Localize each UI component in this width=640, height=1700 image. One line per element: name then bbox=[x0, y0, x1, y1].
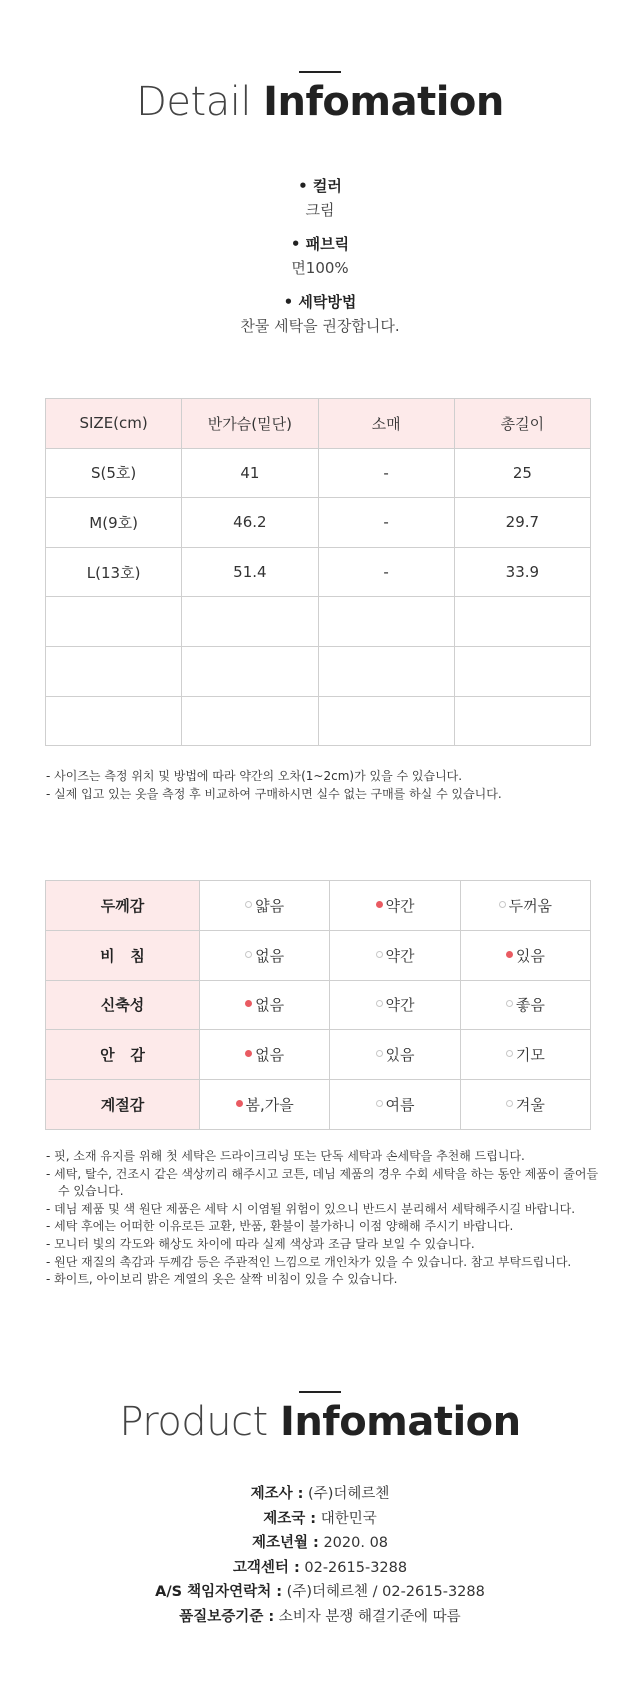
fabric-feel-option-label: 없음 bbox=[255, 996, 285, 1015]
size-cell: M(9호) bbox=[46, 498, 182, 548]
size-table-row bbox=[46, 547, 591, 597]
size-cell bbox=[454, 696, 590, 746]
selected-dot-icon bbox=[245, 1000, 252, 1007]
size-cell bbox=[318, 646, 454, 696]
size-note: - 실제 입고 있는 옷을 측정 후 비교하여 구매하시면 실수 없는 구매를 하실 수 있습니다. bbox=[46, 786, 502, 801]
fabric-feel-row bbox=[46, 980, 591, 1030]
care-note: - 원단 재질의 촉감과 두께감 등은 주관적인 느낌으로 개인차가 있을 수 있습니다. 참고 부탁드립니다. bbox=[46, 1254, 572, 1269]
size-cell bbox=[454, 597, 590, 647]
attribute-label: • 컬러 bbox=[298, 177, 342, 195]
size-table-header-row bbox=[46, 399, 591, 449]
fabric-feel-option bbox=[330, 980, 460, 1030]
product-info-label: A/S 책임자연락처 : bbox=[155, 1584, 283, 1601]
fabric-feel-label: 안 감 bbox=[46, 1030, 200, 1080]
unselected-dot-icon bbox=[506, 1050, 513, 1057]
fabric-feel-option bbox=[200, 1030, 330, 1080]
size-cell: - bbox=[318, 498, 454, 548]
selected-dot-icon bbox=[376, 901, 383, 908]
detail-title bbox=[0, 79, 640, 125]
size-notes bbox=[46, 768, 606, 803]
care-notes bbox=[46, 1148, 606, 1289]
fabric-feel-option-label: 없음 bbox=[255, 946, 285, 965]
size-cell bbox=[46, 646, 182, 696]
fabric-feel-option bbox=[330, 930, 460, 980]
product-info-value: 소비자 분쟁 해결기준에 따름 bbox=[274, 1608, 461, 1625]
fabric-feel-option bbox=[330, 1080, 460, 1130]
fabric-feel-option bbox=[200, 980, 330, 1030]
fabric-feel-option-label: 없음 bbox=[255, 1046, 285, 1065]
fabric-feel-option-label: 약간 bbox=[385, 896, 415, 915]
unselected-dot-icon bbox=[376, 1100, 383, 1107]
unselected-dot-icon bbox=[506, 1100, 513, 1107]
product-info-value: (주)더헤르첸 / 02-2615-3288 bbox=[282, 1584, 485, 1601]
unselected-dot-icon bbox=[506, 1000, 513, 1007]
fabric-feel-option-label: 두꺼움 bbox=[508, 896, 553, 915]
selected-dot-icon bbox=[506, 951, 513, 958]
fabric-feel-option-label: 약간 bbox=[385, 946, 415, 965]
size-header-cell: SIZE(cm) bbox=[46, 399, 182, 449]
size-cell bbox=[182, 597, 318, 647]
product-info-label: 제조년월 : bbox=[251, 1535, 319, 1552]
product-info-row bbox=[0, 1482, 640, 1507]
unselected-dot-icon bbox=[245, 951, 252, 958]
product-info-value: 대한민국 bbox=[316, 1510, 377, 1527]
attribute-label: • 세탁방법 bbox=[283, 293, 357, 311]
size-header-cell: 반가슴(밑단) bbox=[182, 399, 318, 449]
fabric-feel-option bbox=[460, 980, 590, 1030]
size-cell bbox=[454, 646, 590, 696]
size-table-row bbox=[46, 646, 591, 696]
fabric-feel-option bbox=[460, 1080, 590, 1130]
fabric-feel-option-label: 약간 bbox=[385, 996, 415, 1015]
size-cell: - bbox=[318, 448, 454, 498]
care-note: - 세탁 후에는 어떠한 이유로든 교환, 반품, 환불이 불가하니 이점 양해해 주시기 바랍니다. bbox=[46, 1219, 514, 1234]
size-cell: - bbox=[318, 547, 454, 597]
product-info-label: 품질보증기준 : bbox=[179, 1608, 275, 1625]
size-cell: 46.2 bbox=[182, 498, 318, 548]
product-info-label: 고객센터 : bbox=[232, 1559, 300, 1576]
product-info-row bbox=[0, 1507, 640, 1532]
size-cell: L(13호) bbox=[46, 547, 182, 597]
fabric-feel-label: 비 침 bbox=[46, 930, 200, 980]
product-info-value: 2020. 08 bbox=[318, 1535, 389, 1552]
size-cell: 51.4 bbox=[182, 547, 318, 597]
fabric-feel-label: 계절감 bbox=[46, 1080, 200, 1130]
fabric-feel-option bbox=[460, 1030, 590, 1080]
size-note: - 사이즈는 측정 위치 및 방법에 따라 약간의 오차(1~2cm)가 있을 수 있습니다. bbox=[46, 769, 463, 783]
attribute-washing bbox=[0, 291, 640, 336]
selected-dot-icon bbox=[236, 1100, 243, 1107]
product-title-light: Product bbox=[119, 1399, 268, 1445]
fabric-feel-option bbox=[330, 1030, 460, 1080]
fabric-feel-option bbox=[200, 881, 330, 931]
unselected-dot-icon bbox=[245, 901, 252, 908]
product-info-row bbox=[0, 1605, 640, 1630]
size-cell: 29.7 bbox=[454, 498, 590, 548]
product-title bbox=[0, 1399, 640, 1445]
selected-dot-icon bbox=[245, 1050, 252, 1057]
attribute-value: 면100% bbox=[291, 259, 349, 277]
size-cell bbox=[182, 646, 318, 696]
size-cell bbox=[318, 696, 454, 746]
size-cell: S(5호) bbox=[46, 448, 182, 498]
fabric-feel-option bbox=[460, 930, 590, 980]
size-table-row bbox=[46, 498, 591, 548]
size-table bbox=[45, 398, 591, 746]
size-header-cell: 소매 bbox=[318, 399, 454, 449]
fabric-feel-option bbox=[460, 881, 590, 931]
attribute-value: 크림 bbox=[305, 201, 335, 219]
fabric-feel-option bbox=[200, 1080, 330, 1130]
fabric-feel-option-label: 여름 bbox=[385, 1096, 415, 1115]
unselected-dot-icon bbox=[376, 951, 383, 958]
detail-title-bold: Infomation bbox=[263, 79, 504, 125]
care-note: - 모니터 빛의 각도와 해상도 차이에 따라 실제 색상과 조금 달라 보일 수 있습니다. bbox=[46, 1236, 475, 1251]
product-title-bold: Infomation bbox=[279, 1399, 521, 1445]
size-table-row bbox=[46, 696, 591, 746]
product-info-value: 02-2615-3288 bbox=[299, 1559, 408, 1576]
care-note: - 화이트, 아이보리 밝은 계열의 옷은 살짝 비침이 있을 수 있습니다. bbox=[46, 1272, 398, 1287]
fabric-feel-row bbox=[46, 1080, 591, 1130]
product-info-row bbox=[0, 1580, 640, 1605]
size-cell: 33.9 bbox=[454, 547, 590, 597]
product-info bbox=[0, 1482, 640, 1630]
attribute-value: 찬물 세탁을 권장합니다. bbox=[240, 317, 400, 335]
care-note: - 데님 제품 및 색 원단 제품은 세탁 시 이염될 위험이 있으니 반드시 분리해서 세탁해주시길 바랍니다. bbox=[46, 1201, 576, 1216]
product-info-label: 제조사 : bbox=[250, 1486, 304, 1502]
care-note: - 세탁, 탈수, 건조시 같은 색상끼리 해주시고 코튼, 데님 제품의 경우 수회 세탁을 하는 동안 제품이 줄어들 수 있습니다. bbox=[46, 1166, 599, 1199]
product-title-divider bbox=[299, 1391, 341, 1393]
size-cell bbox=[46, 696, 182, 746]
fabric-feel-option-label: 좋음 bbox=[515, 996, 545, 1015]
fabric-feel-option bbox=[200, 930, 330, 980]
fabric-feel-option bbox=[330, 881, 460, 931]
fabric-feel-row bbox=[46, 1030, 591, 1080]
fabric-feel-table bbox=[45, 880, 591, 1130]
product-info-row bbox=[0, 1556, 640, 1581]
size-cell bbox=[46, 597, 182, 647]
fabric-feel-option-label: 기모 bbox=[515, 1046, 545, 1065]
size-cell bbox=[318, 597, 454, 647]
fabric-feel-option-label: 있음 bbox=[515, 946, 545, 965]
fabric-feel-row bbox=[46, 881, 591, 931]
fabric-feel-option-label: 겨울 bbox=[515, 1096, 545, 1115]
unselected-dot-icon bbox=[376, 1000, 383, 1007]
detail-title-light: Detail bbox=[136, 79, 251, 125]
fabric-feel-row bbox=[46, 930, 591, 980]
unselected-dot-icon bbox=[376, 1050, 383, 1057]
product-info-value: (주)더헤르첸 bbox=[303, 1486, 390, 1502]
size-table-row bbox=[46, 448, 591, 498]
fabric-feel-label: 신축성 bbox=[46, 980, 200, 1030]
size-cell: 25 bbox=[454, 448, 590, 498]
detail-title-divider bbox=[299, 71, 341, 73]
care-note: - 핏, 소재 유지를 위해 첫 세탁은 드라이크리닝 또는 단독 세탁과 손세탁을 추천해 드립니다. bbox=[46, 1149, 525, 1163]
unselected-dot-icon bbox=[499, 901, 506, 908]
attribute-color bbox=[0, 175, 640, 220]
size-cell: 41 bbox=[182, 448, 318, 498]
attribute-fabric bbox=[0, 233, 640, 278]
size-header-cell: 총길이 bbox=[454, 399, 590, 449]
fabric-feel-option-label: 봄,가을 bbox=[245, 1096, 294, 1115]
fabric-feel-label: 두께감 bbox=[46, 881, 200, 931]
fabric-feel-option-label: 있음 bbox=[385, 1046, 415, 1065]
size-table-row bbox=[46, 597, 591, 647]
attribute-label: • 패브릭 bbox=[290, 235, 350, 253]
fabric-feel-option-label: 얇음 bbox=[255, 896, 285, 915]
size-cell bbox=[182, 696, 318, 746]
product-info-row bbox=[0, 1531, 640, 1556]
product-info-label: 제조국 : bbox=[263, 1510, 317, 1527]
